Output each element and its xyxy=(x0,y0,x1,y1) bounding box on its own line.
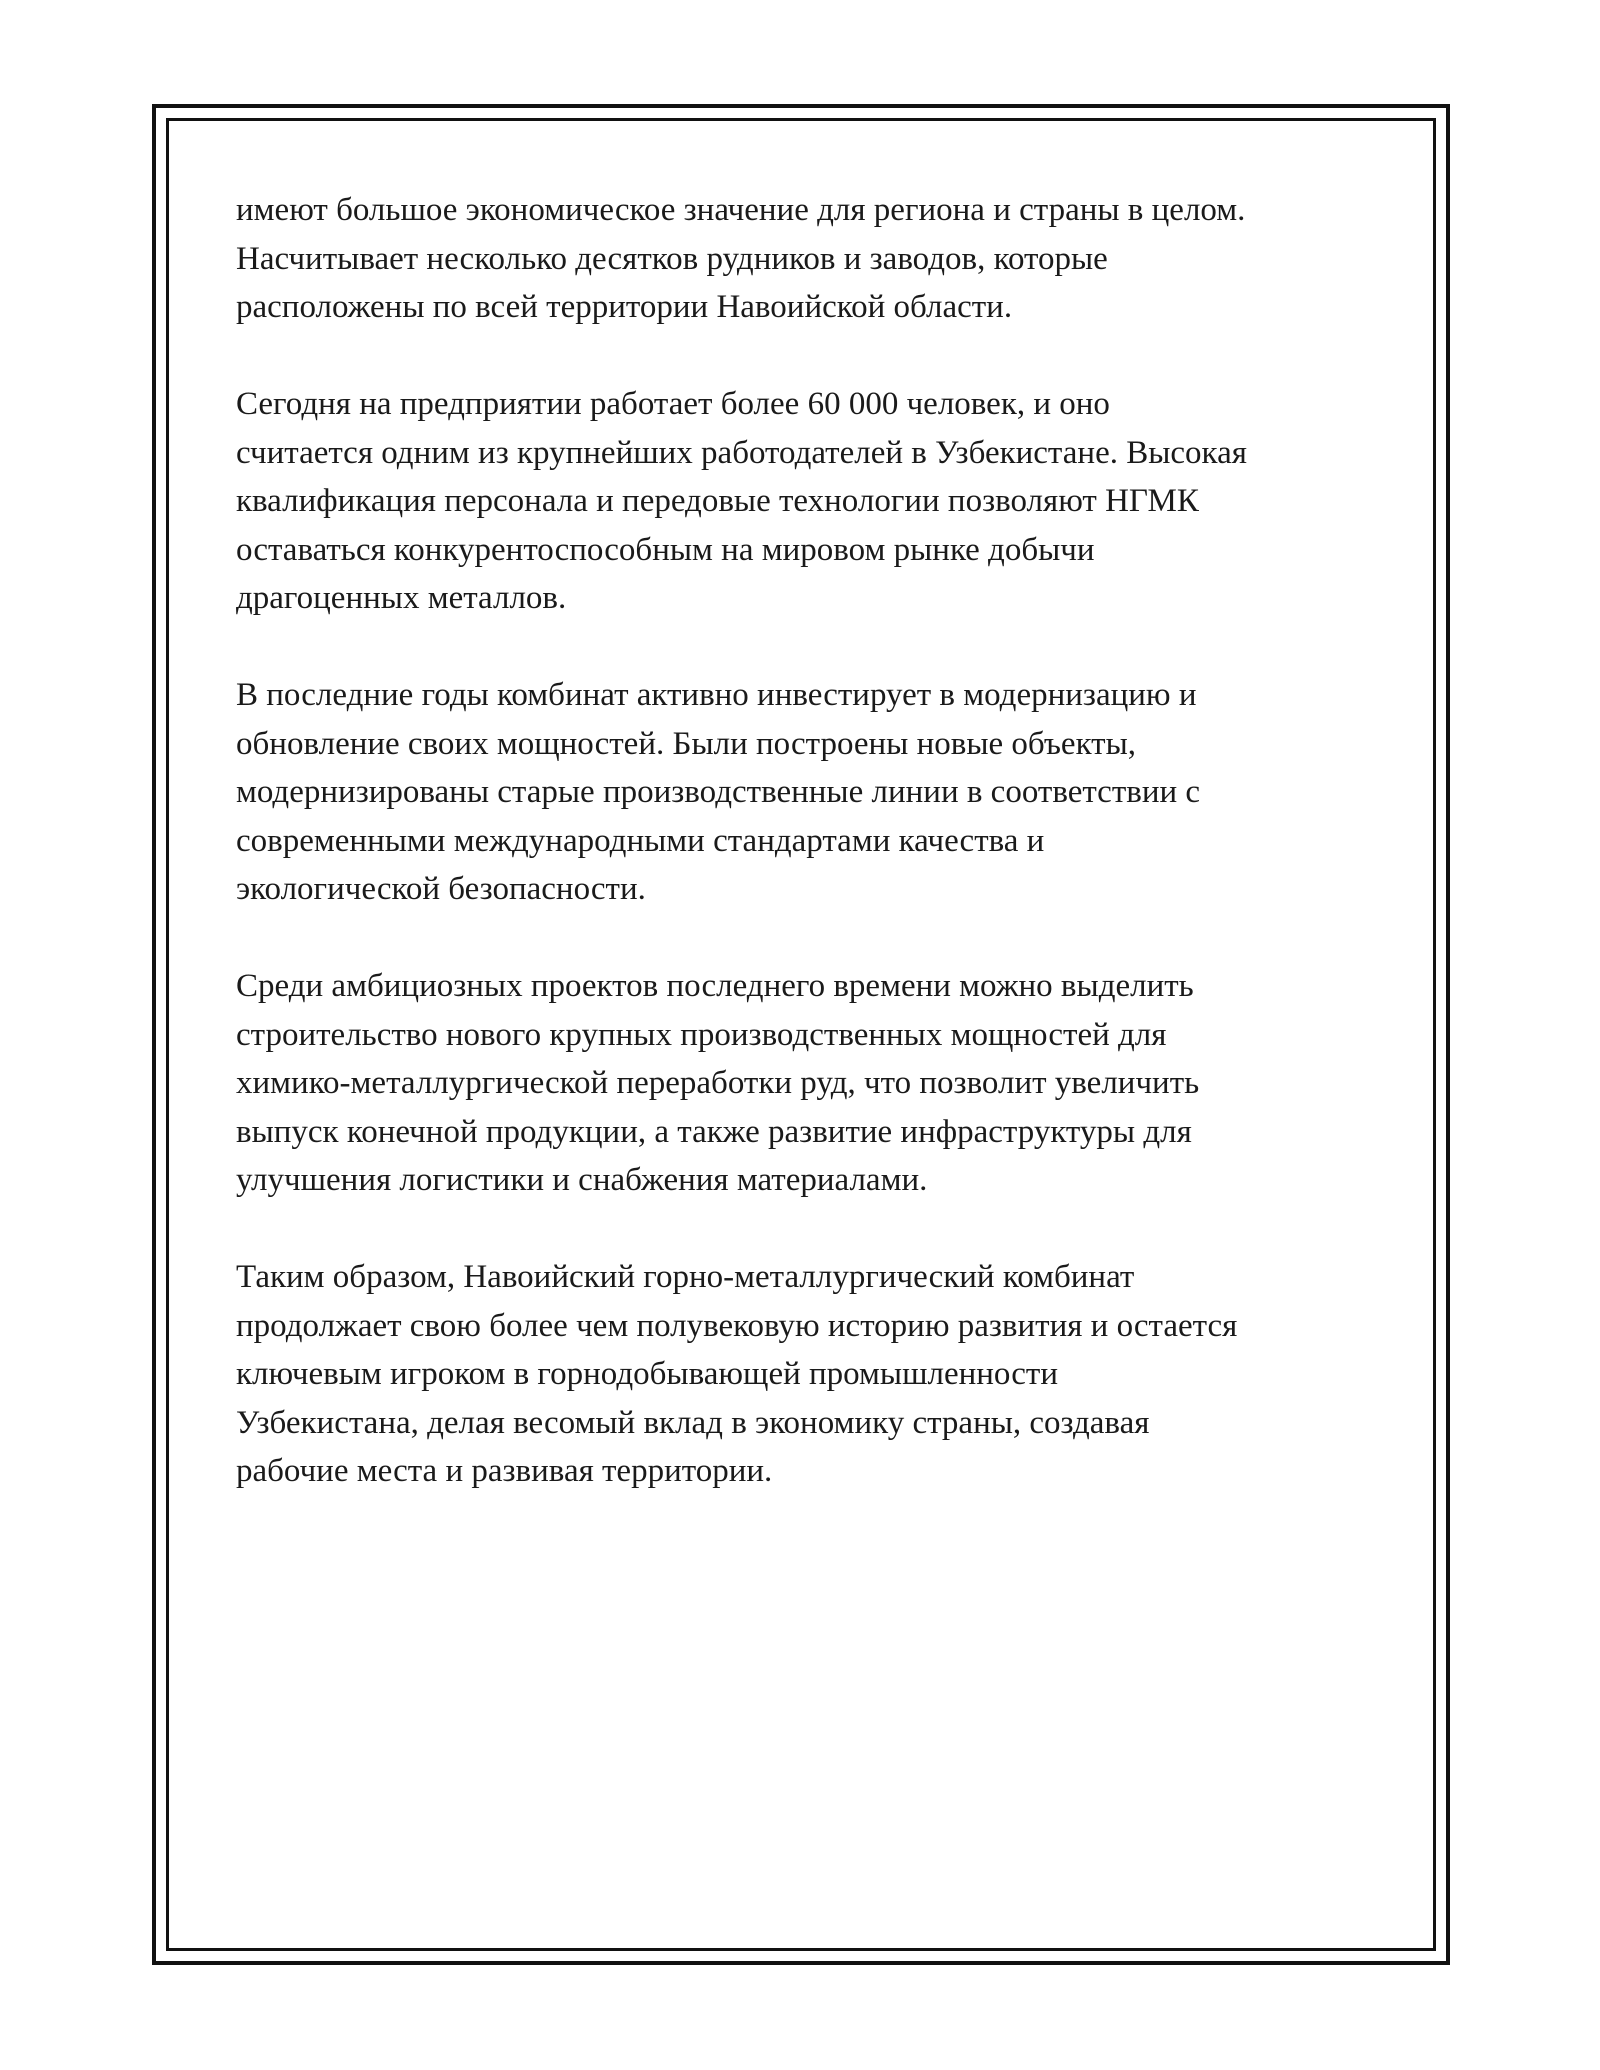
paragraph-5: Таким образом, Навоийский горно-металлургический комбинат продолжает свою более чем полувековую историю развития и остается ключевым игроком в горнодобывающей промышленности Узбекистана, делая весомый вклад в экономику страны, создавая рабочие места и развивая территории. xyxy=(236,1259,1238,1489)
document-body xyxy=(236,186,1386,1544)
paragraph-3: В последние годы комбинат активно инвестирует в модернизацию и обновление своих мощностей. Были построены новые объекты, модернизированы старые производственные линии в соответствии с современными международными стандартами качества и экологической безопасности. xyxy=(236,677,1201,907)
paragraph-1: имеют большое экономическое значение для региона и страны в целом. Насчитывает несколько десятков рудников и заводов, которые расположены по всей территории Навоийской области. xyxy=(236,192,1246,325)
paragraph-2: Сегодня на предприятии работает более 60 000 человек, и оно считается одним из крупнейших работодателей в Узбекистане. Высокая квалификация персонала и передовые технологии позволяют НГМК оставаться конкурентоспособным на мировом рынке добычи драгоценных металлов. xyxy=(236,386,1247,616)
paragraph-4: Среди амбициозных проектов последнего времени можно выделить строительство нового крупных производственных мощностей для химико-металлургической переработки руд, что позволит увеличить выпуск конечной продукции, а также развитие инфраструктуры для улучшения логистики и снабжения материалами. xyxy=(236,968,1200,1198)
